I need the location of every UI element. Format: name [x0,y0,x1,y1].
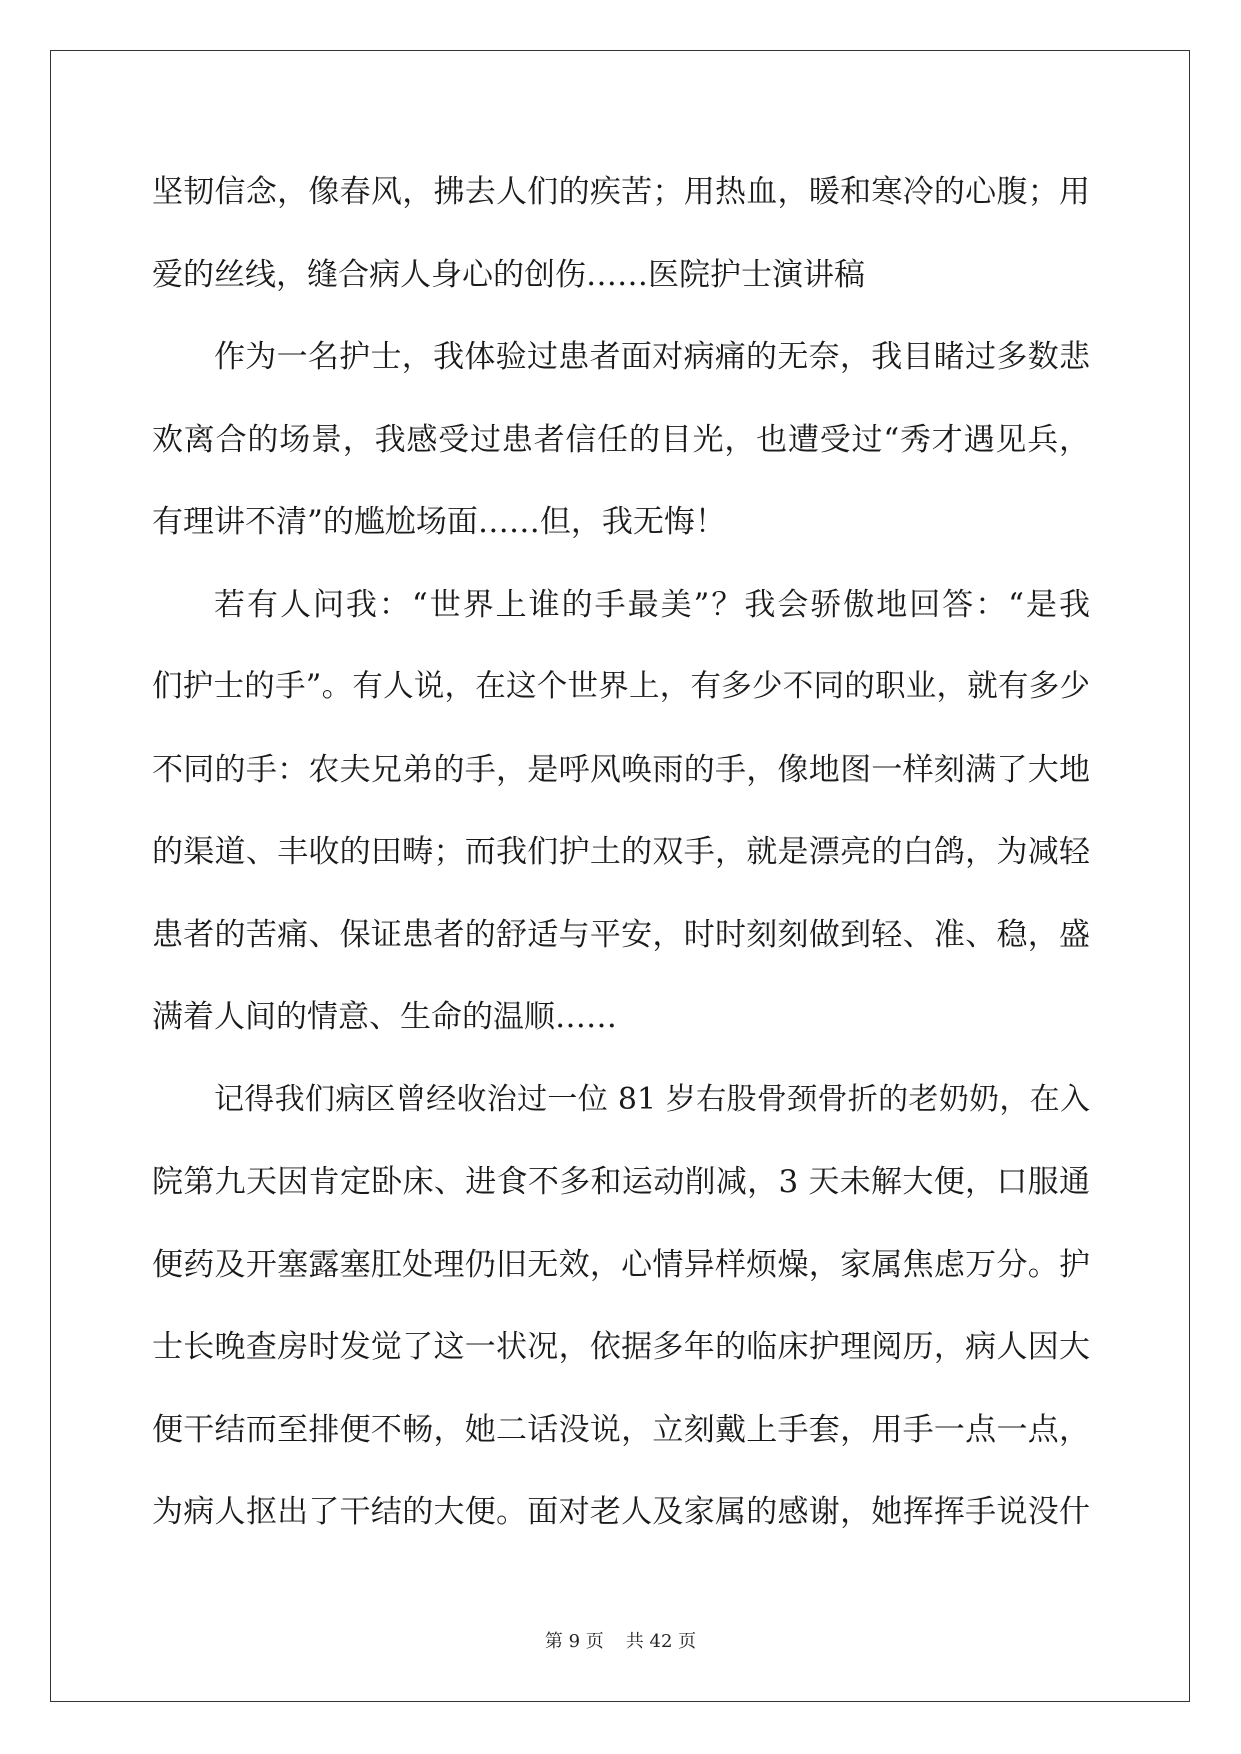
text-line: 满着人间的情意、生命的温顺…… [152,999,617,1035]
paragraph-start-line: 记得我们病区曾经收治过一位 81 岁右股骨颈骨折的老奶奶，在入 [214,1081,1090,1117]
paragraph-start-line: 作为一名护士，我体验过患者面对病痛的无奈，我目睹过多数悲 [214,339,1090,375]
text-line: 院第九天因肯定卧床、进食不多和运动削减，3 天未解大便，口服通 [152,1164,1090,1200]
text-line: 为病人抠出了干结的大便。面对老人及家属的感谢，她挥挥手说没什 [152,1494,1090,1530]
page-total: 共 42 页 [625,1631,697,1652]
paragraph-start-line: 若有人问我：“世界上谁的手最美”？我会骄傲地回答：“是我 [214,586,1090,623]
text-line: 便药及开塞露塞肛处理仍旧无效，心情异样烦燥，家属焦虑万分。护 [152,1246,1090,1283]
text-line: 患者的苦痛、保证患者的舒适与平安，时时刻刻做到轻、准、稳，盛 [152,916,1090,953]
document-body [152,165,1090,1568]
text-line: 的渠道、丰收的田畴；而我们护土的双手，就是漂亮的白鸽，为减轻 [152,834,1090,870]
text-line: 坚韧信念，像春风，拂去人们的疾苦；用热血，暖和寒冷的心腹；用 [152,174,1090,210]
text-line: 们护士的手”。有人说，在这个世界上，有多少不同的职业，就有多少 [152,669,1090,704]
text-line: 不同的手：农夫兄弟的手，是呼风唤雨的手，像地图一样刻满了大地 [152,751,1090,788]
text-line: 爱的丝线，缝合病人身心的创伤……医院护士演讲稿 [152,256,865,293]
text-line: 士长晚查房时发觉了这一状况，依据多年的临床护理阅历，病人因大 [152,1329,1090,1365]
page-number: 第 9 页 [544,1631,604,1652]
text-line: 欢离合的场景，我感受过患者信任的目光，也遭受过“秀才遇见兵， [152,421,1090,458]
text-line: 便干结而至排便不畅，她二话没说，立刻戴上手套，用手一点一点， [152,1411,1090,1448]
text-line: 有理讲不清”的尴尬场面……但，我无悔！ [152,504,726,540]
page-footer [0,1627,1241,1653]
